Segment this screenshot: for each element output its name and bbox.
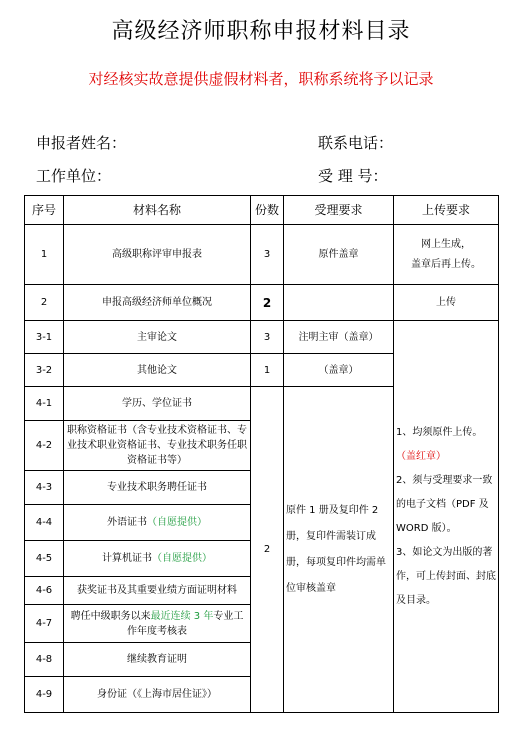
row-copies: 1 — [251, 354, 284, 387]
row-no: 2 — [25, 285, 64, 321]
merged-copies: 2 — [251, 387, 284, 713]
row-accept: （盖章） — [284, 354, 394, 387]
header-name: 材料名称 — [64, 196, 251, 225]
row-name-text: 计算机证书 — [102, 553, 152, 564]
optional-note: （自愿提供） — [152, 553, 212, 564]
row-name — [64, 505, 251, 541]
page-title: 高级经济师职称申报材料目录 — [111, 19, 411, 44]
acceptance-number-label: 受 理 号： — [318, 167, 388, 185]
row-upload: 网上生成， 盖章后再上传。 — [394, 225, 499, 285]
warning-text: 对经核实故意提供虚假材料者，职称系统将予以记录 — [88, 70, 434, 88]
applicant-name-label: 申报者姓名： — [36, 134, 127, 152]
row-name — [64, 605, 251, 643]
note-1-red: （盖红章） — [396, 450, 446, 462]
header-upload: 上传要求 — [394, 196, 499, 225]
row-no: 4-9 — [25, 677, 64, 713]
note-2: 2、须与受理要求一致的电子文档（PDF 及 WORD 版）。 — [396, 474, 493, 534]
upload-notes — [394, 321, 499, 713]
table-row — [25, 225, 499, 285]
note-3: 3、如论文为出版的著作，可上传封面、封底及目录。 — [396, 546, 496, 606]
row-name — [64, 541, 251, 577]
phone-label: 联系电话： — [318, 134, 394, 152]
row-name: 获奖证书及其重要业绩方面证明材料 — [64, 577, 251, 605]
row-name: 申报高级经济师单位概况 — [64, 285, 251, 321]
row-accept: 注明主审（盖章） — [284, 321, 394, 354]
row-name-text: 外语证书 — [107, 517, 147, 528]
table-header-row — [25, 196, 499, 225]
row-no: 4-7 — [25, 605, 64, 643]
row-no: 4-6 — [25, 577, 64, 605]
row-name: 身份证（《上海市居住证》） — [64, 677, 251, 713]
row-no: 4-3 — [25, 471, 64, 505]
row-copies: 2 — [251, 285, 284, 321]
optional-note: （自愿提供） — [147, 517, 207, 528]
materials-table — [24, 195, 499, 713]
row-copies: 3 — [251, 225, 284, 285]
table-row — [25, 285, 499, 321]
note-1: 1、均须原件上传。 — [396, 426, 483, 438]
row-no: 3-2 — [25, 354, 64, 387]
row-name: 主审论文 — [64, 321, 251, 354]
row-copies: 3 — [251, 321, 284, 354]
row-name: 继续教育证明 — [64, 643, 251, 677]
row-name: 学历、学位证书 — [64, 387, 251, 421]
header-accept: 受理要求 — [284, 196, 394, 225]
row-name: 高级职称评审申报表 — [64, 225, 251, 285]
header-copies: 份数 — [251, 196, 284, 225]
row-no: 1 — [25, 225, 64, 285]
row-no: 4-2 — [25, 421, 64, 471]
row-name: 专业技术职务聘任证书 — [64, 471, 251, 505]
row-name-green: 最近连续 3 年 — [150, 610, 214, 622]
header-no: 序号 — [25, 196, 64, 225]
row-name: 其他论文 — [64, 354, 251, 387]
row-accept — [284, 285, 394, 321]
row-name-pre: 聘任中级职务以来 — [70, 610, 151, 622]
merged-accept: 原件 1 册及复印件 2 册，复印件需装订成册，每项复印件均需单位审核盖章 — [284, 387, 394, 713]
employer-label: 工作单位： — [36, 167, 112, 185]
row-no: 4-8 — [25, 643, 64, 677]
row-accept: 原件盖章 — [284, 225, 394, 285]
row-name-post: 专业工作年度考核表 — [127, 610, 244, 637]
row-no: 4-5 — [25, 541, 64, 577]
row-name: 职称资格证书（含专业技术资格证书、专业技术职业资格证书、专业技术职务任职资格证书等） — [64, 421, 251, 471]
row-no: 4-1 — [25, 387, 64, 421]
row-upload: 上传 — [394, 285, 499, 321]
row-no: 4-4 — [25, 505, 64, 541]
row-no: 3-1 — [25, 321, 64, 354]
table-row — [25, 321, 499, 354]
